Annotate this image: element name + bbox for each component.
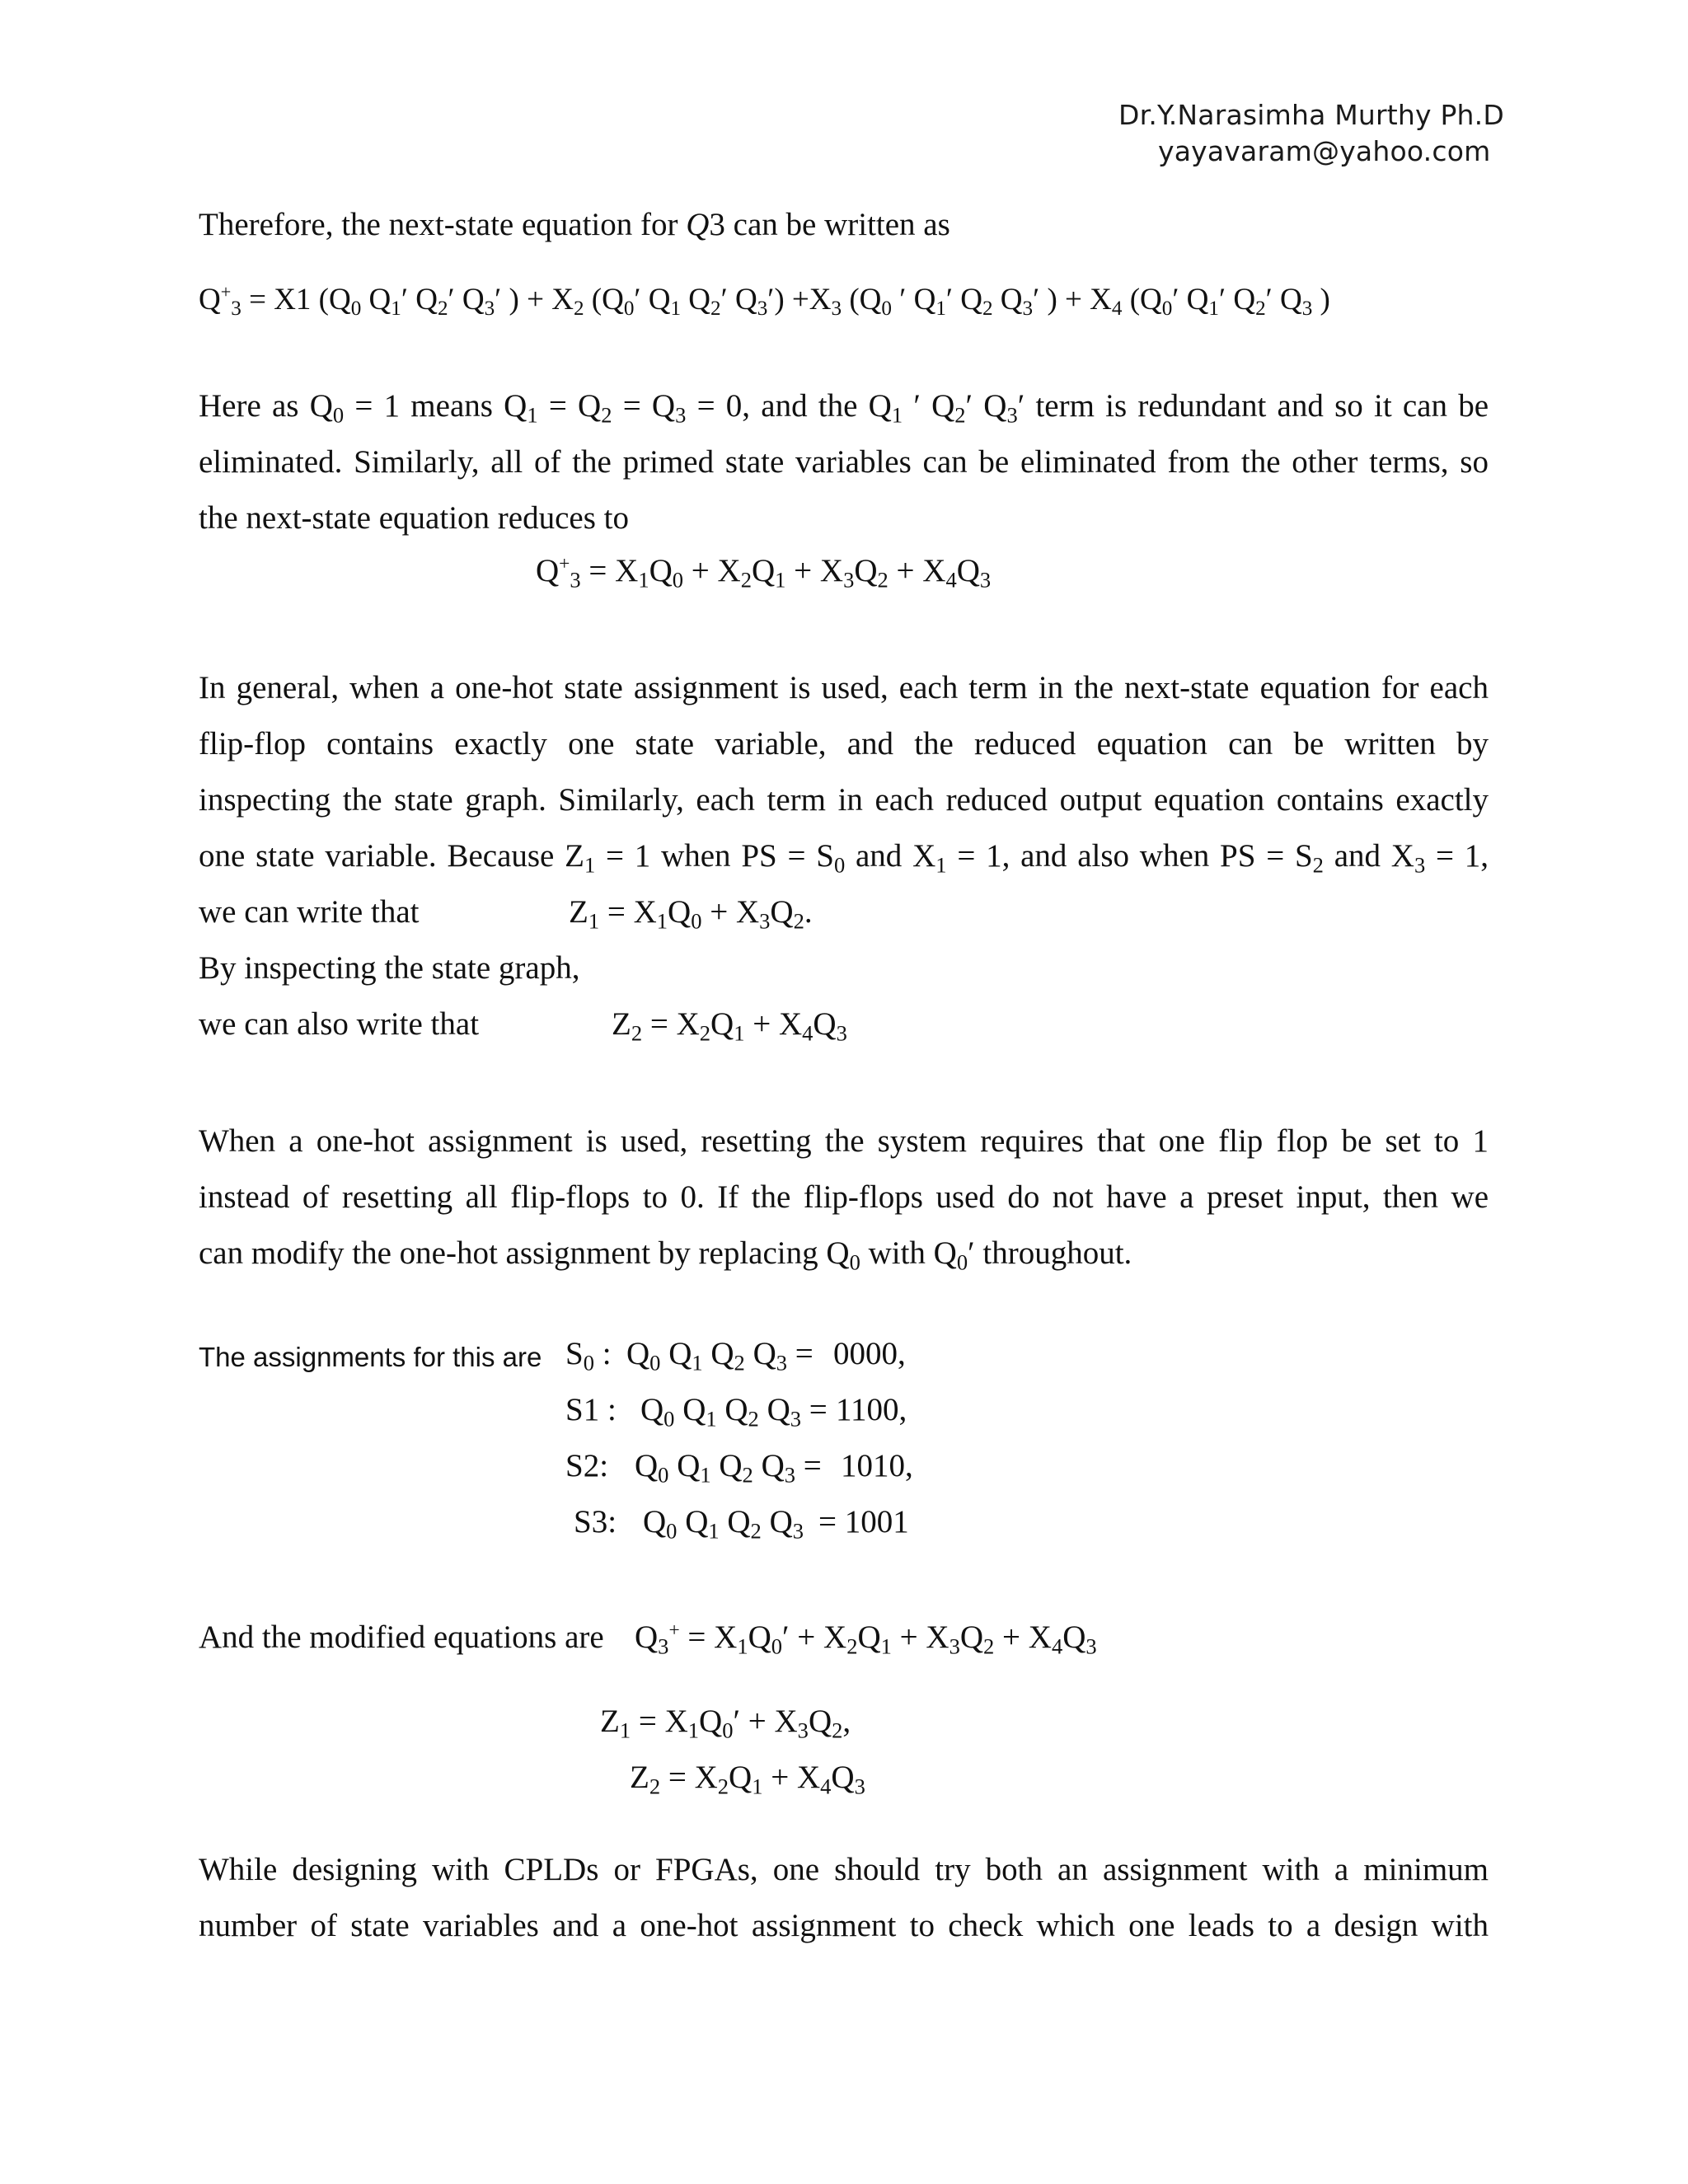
assignment-value: 1010, — [841, 1448, 913, 1483]
assignment-row: S1 : — [565, 1392, 617, 1427]
paragraph4-line3: can modify the one-hot assignment by replacing $Q_0$ with $Q_0'$ throughout. — [199, 1235, 1132, 1275]
equation-q3-modified: $Q_3^+ = X_1Q_0' + X_2Q_1 + X_3Q_2 + X_4Q_3$ — [635, 1619, 1097, 1659]
equation-z1-modified: $Z_1 = X_1Q_0' + X_3Q_2$, — [600, 1704, 851, 1743]
paragraph4-line1: When a one-hot assignment is used, resetting the system requires that one flip flop be set to 1 — [199, 1123, 1489, 1159]
paragraph2-line1: Here as $Q_0 = 1$ means $Q_1 = Q_2 = Q_3 = 0$, and the $Q_1$ ′ $Q_2'$ $Q_3'$ term is redundant and so it can be — [199, 388, 1489, 428]
assignment-vars: $Q_0$ $Q_1$ $Q_2$ $Q_3$ — [643, 1504, 804, 1544]
header-author: Dr.Y.Narasimha Murthy Ph.D — [1118, 99, 1504, 131]
paragraph3-line2: flip-flop contains exactly one state variable, and the reduced equation can be written by — [199, 726, 1489, 762]
assignment-row: S2: — [565, 1448, 609, 1483]
paragraph3-line1: In general, when a one-hot state assignment is used, each term in the next-state equation for each — [199, 670, 1489, 705]
modified-intro: And the modified equations are — [199, 1619, 604, 1655]
paragraph4-line2: instead of resetting all flip-flops to 0. If the flip-flops used do not have a preset input, then we — [199, 1179, 1489, 1215]
equation-z2: $Z_2 = X_2Q_1 + X_4Q_3$ — [612, 1006, 847, 1046]
paragraph3-line4: one state variable. Because $Z_1 = 1$ when PS = $S_0$ and $X_1 = 1$, and also when PS = $S_2$ and $X_3 = 1$, — [199, 838, 1489, 878]
paragraph3-line6: By inspecting the state graph, — [199, 950, 580, 986]
assignment-vars: $Q_0$ $Q_1$ $Q_2$ $Q_3$ = — [626, 1336, 814, 1376]
equation-q3-full: $Q^+_3 = X1$ ($Q_0$ $Q_1'$ $Q_2'$ $Q_3'$ ) + $X_2$ ($Q_0'$ $Q_1$ $Q_2'$ $Q_3') +X_3$ ($Q_0$ ′ $Q_1'$ $Q_2$ $Q_3'$ ) + $X_4$ ($Q_0'$ $Q_1'$ $Q_2'$ $Q_3$ ) — [199, 281, 1330, 321]
paragraph3-line7: we can also write that — [199, 1006, 480, 1042]
paragraph2-line3: the next-state equation reduces to — [199, 500, 629, 536]
paragraph5-line1: While designing with CPLDs or FPGAs, one should try both an assignment with a minimum — [199, 1852, 1489, 1887]
assignment-vars: $Q_0$ $Q_1$ $Q_2$ $Q_3$ = — [640, 1392, 828, 1432]
equation-z1: $Z_1 = X_1Q_0 + X_3Q_2$. — [569, 894, 813, 934]
intro-line: Therefore, the next-state equation for Q3 can be written as — [199, 207, 950, 242]
assignment-row: S3: — [574, 1504, 617, 1540]
assignment-value: 0000, — [833, 1336, 906, 1371]
paragraph3-line5: we can write that — [199, 894, 420, 930]
assignment-row: $S_0$ : — [565, 1336, 612, 1376]
paragraph3-line3: inspecting the state graph. Similarly, each term in each reduced output equation contains exactly — [199, 782, 1489, 818]
assignment-value: 1100, — [836, 1392, 907, 1427]
equation-q3-reduced: $Q^+_3 = X_1Q_0 + X_2Q_1 + X_3Q_2 + X_4Q_3$ — [536, 552, 992, 593]
paragraph2-line2: eliminated. Similarly, all of the primed state variables can be eliminated from the other terms, so — [199, 444, 1489, 480]
assignment-value: = 1001 — [818, 1504, 909, 1540]
equation-z2-modified: $Z_2 = X_2Q_1 + X_4Q_3$ — [630, 1760, 865, 1799]
assignment-vars: $Q_0$ $Q_1$ $Q_2$ $Q_3$ = — [635, 1448, 822, 1488]
paragraph5-line2: number of state variables and a one-hot assignment to check which one leads to a design with — [199, 1908, 1489, 1943]
assignments-intro: The assignments for this are — [199, 1342, 542, 1372]
header-email: yayavaram@yahoo.com — [1158, 135, 1491, 167]
